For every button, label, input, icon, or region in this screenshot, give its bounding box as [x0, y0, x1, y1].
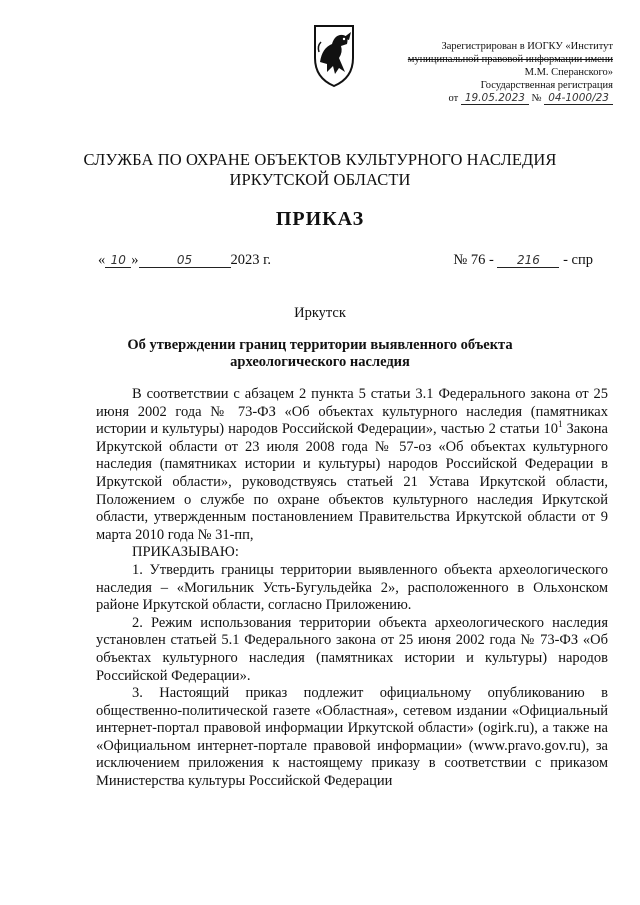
order-item-2: 2. Режим использования территории объекта археологического наследия установлен статьей 5.1 Федерального закона от 25 июня 2002 года № 73-ФЗ «Об объектах культурного наследия (памятниках истории и культуры) народов Российской Федерации».: [96, 614, 608, 684]
order-item-1: 1. Утвердить границы территории выявленного объекта археологического наследия – «Могильник Усть-Бугульдейка 2», расположенного в Ольхонском районе Иркутской области, согласно Приложению.: [96, 561, 608, 614]
order-number: [453, 252, 593, 269]
article-superscript: 1: [558, 419, 563, 430]
registration-line: Государственная регистрация: [480, 80, 613, 91]
date-day: 10: [105, 253, 131, 268]
preamble-text-b: Закона Иркутской области от 23 июля 2008 года № 57-оз «Об объектах культурного наследия (памятниках истории и культуры) народов Российской Федерации в Иркутской области», руководствуясь статьей 21 Устава Иркутской области, Положением о службе по охране объектов культурного наследия Иркутской области, утвержденным постановлением Правительства Иркутской области от 9 марта 2010 года № 31-пп,: [96, 421, 608, 543]
order-subject: [90, 337, 550, 371]
organization-line: СЛУЖБА ПО ОХРАНЕ ОБЪЕКТОВ КУЛЬТУРНОГО НАСЛЕДИЯ: [83, 150, 557, 169]
preamble-paragraph: [96, 386, 608, 544]
organization-name: [40, 150, 600, 190]
registration-date: 19.05.2023: [461, 92, 529, 105]
order-date: [98, 252, 271, 269]
date-month: 05: [139, 253, 231, 268]
registration-number-line: [383, 92, 613, 105]
organization-line: ИРКУТСКОЙ ОБЛАСТИ: [229, 170, 411, 189]
order-word: ПРИКАЗЫВАЮ:: [132, 544, 239, 561]
registration-from-label: от: [448, 93, 459, 104]
irkutsk-coat-of-arms-icon: [305, 22, 363, 90]
number-handwritten: 216: [497, 253, 559, 268]
registration-line: муниципальной правовой информации имени: [407, 54, 613, 65]
registration-line: М.М. Сперанского»: [524, 67, 613, 78]
city: Иркутск: [294, 305, 346, 321]
registration-line: Зарегистрирован в ИОГКУ «Институт: [441, 41, 613, 52]
date-close-quote: »: [131, 252, 139, 268]
subject-line: Об утверждении границ территории выявленного объекта: [127, 337, 513, 353]
number-prefix: № 76 -: [453, 252, 494, 268]
document-title: ПРИКАЗ: [275, 208, 365, 230]
preamble-text-a: В соответствии с абзацем 2 пункта 5 статьи 3.1 Федерального закона от 25 июня 2002 года № 73-ФЗ «Об объектах культурного наследия (памятниках истории и культуры) народов Российской Федерации», частью 2 статьи 10: [96, 386, 608, 438]
order-item-3: 3. Настоящий приказ подлежит официальному опубликованию в общественно-политической газете «Областная», сетевом издании «Официальный интернет-портал правовой информации Иркутской области» (ogirk.ru), а также на «Официальном интернет-портале правовой информации» (www.pravo.gov.ru), за исключением приложения к настоящему приказу в соответствии с приказом Министерства культуры Российской Федерации: [96, 685, 608, 790]
date-open-quote: «: [98, 252, 106, 268]
subject-line: археологического наследия: [230, 354, 410, 370]
registration-num-sign: №: [531, 93, 542, 104]
date-year: 2023 г.: [230, 252, 272, 268]
registration-number: 04-1000/23: [544, 92, 613, 105]
order-body: [96, 386, 608, 791]
registration-stamp: [383, 40, 613, 105]
number-suffix: - спр: [563, 252, 593, 268]
